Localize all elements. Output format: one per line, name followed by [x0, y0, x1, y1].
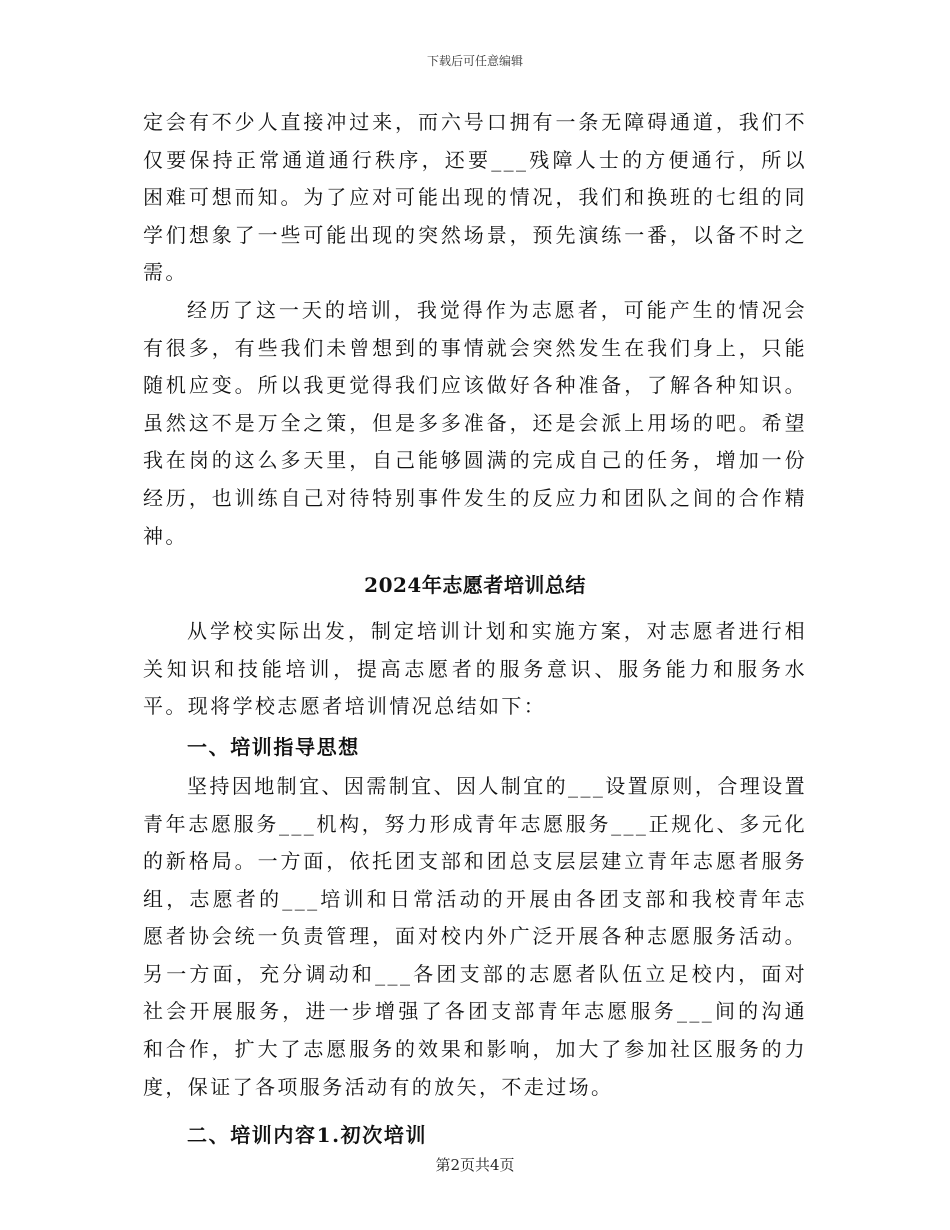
paragraph-intro: 从学校实际出发，制定培训计划和实施方案，对志愿者进行相关知识和技能培训，提高志愿者的服务意识、服务能力和服务水平。现将学校志愿者培训情况总结如下： — [143, 619, 807, 719]
paragraph-reflection: 经历了这一天的培训，我觉得作为志愿者，可能产生的情况会有很多，有些我们未曾想到的事情就会突然发生在我们身上，只能随机应变。所以我更觉得我们应该做好各种准备，了解各种知识。虽然这不是万全之策，但是多多准备，还是会派上用场的吧。希望我在岗的这么多天里，自己能够圆满的完成自己的任务，增加一份经历，也训练自己对待特别事件发生的反应力和团队之间的合作精神。 — [143, 297, 807, 548]
paragraph-continued: 定会有不少人直接冲过来，而六号口拥有一条无障碍通道，我们不仅要保持正常通道通行秩序，还要___残障人士的方便通行，所以困难可想而知。为了应对可能出现的情况，我们和换班的七组的同学们想象了一些可能出现的突然场景，预先演练一番，以备不时之需。 — [143, 110, 807, 285]
heading-training-content: 二、培训内容1.初次培训 — [187, 1123, 428, 1148]
paragraph-guiding-principle: 坚持因地制宜、因需制宜、因人制宜的___设置原则，合理设置青年志愿服务___机构，努力形成青年志愿服务___正规化、多元化的新格局。一方面，依托团支部和团总支层层建立青年志愿者服务组，志愿者的___培训和日常活动的开展由各团支部和我校青年志愿者协会统一负责管理，面对校内外广泛开展各种志愿服务活动。另一方面，充分调动和___各团支部的志愿者队伍立足校内，面对社会开展服务，进一步增强了各团支部青年志愿服务___间的沟通和合作，扩大了志愿服务的效果和影响，加大了参加社区服务的力度，保证了各项服务活动有的放矢，不走过场。 — [143, 773, 807, 1099]
heading-guiding-principle: 一、培训指导思想 — [187, 734, 360, 759]
page-footer: 第2页共4页 — [435, 1156, 515, 1174]
document-body — [143, 104, 807, 1156]
section-title: 2024年志愿者培训总结 — [364, 573, 586, 598]
page-header: 下载后可任意编辑 — [426, 54, 523, 68]
